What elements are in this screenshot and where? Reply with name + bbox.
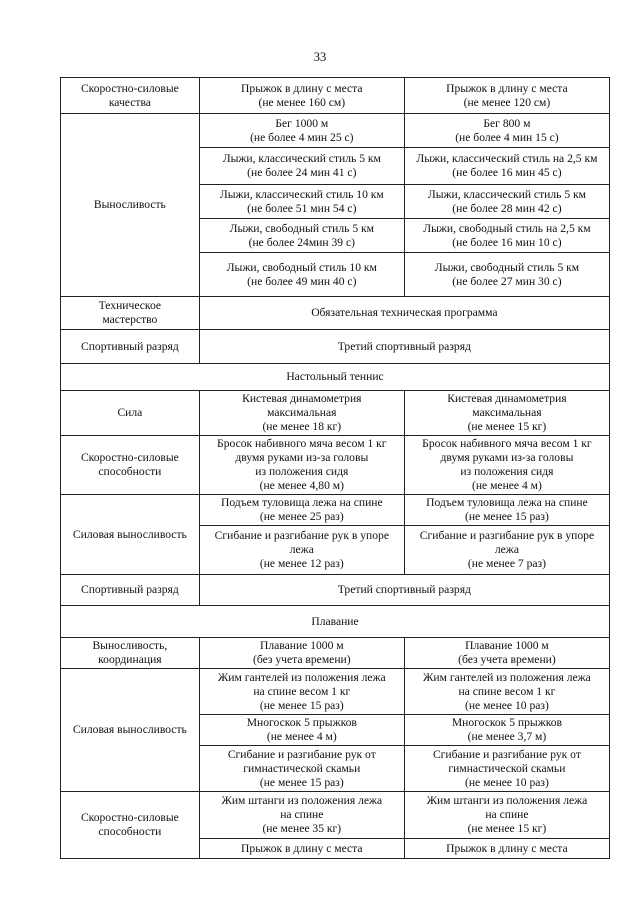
- table-row: [61, 575, 610, 606]
- norm-cell-male: Жим штанги из положения лежа на спине (не менее 35 кг): [199, 792, 404, 839]
- norm-cell-female: Прыжок в длину с места: [404, 839, 609, 859]
- norm-cell-female: Жим гантелей из положения лежа на спине весом 1 кг (не менее 10 раз): [404, 669, 609, 715]
- quality-cell: Скоростно-силовые способности: [61, 436, 200, 495]
- table-row: [61, 330, 610, 364]
- norm-cell-female: Сгибание и разгибание рук в упоре лежа (не менее 7 раз): [404, 526, 609, 575]
- norm-cell-female: Плавание 1000 м (без учета времени): [404, 638, 609, 669]
- norm-cell-male: Лыжи, свободный стиль 10 км (не более 49 мин 40 с): [199, 253, 404, 297]
- page-number: 33: [313, 50, 327, 64]
- quality-cell: Скоростно-силовые качества: [61, 78, 200, 114]
- quality-cell: Силовая выносливость: [61, 495, 200, 575]
- norm-cell-male: Лыжи, классический стиль 5 км (не более 24 мин 41 с): [199, 148, 404, 185]
- table-row: [61, 638, 610, 669]
- norm-cell-male: Прыжок в длину с места: [199, 839, 404, 859]
- norm-cell-male: Кистевая динамометрия максимальная (не менее 18 кг): [199, 391, 404, 436]
- norm-cell-male: Бег 1000 м (не более 4 мин 25 с): [199, 114, 404, 148]
- norm-cell-male: Прыжок в длину с места (не менее 160 см): [199, 78, 404, 114]
- norm-cell-male: Бросок набивного мяча весом 1 кг двумя руками из-за головы из положения сидя (не менее 4,80 м): [199, 436, 404, 495]
- merged-norm-cell: Обязательная техническая программа: [199, 297, 609, 330]
- section-header-row: [61, 606, 610, 638]
- norm-cell-female: Лыжи, свободный стиль 5 км (не более 27 мин 30 с): [404, 253, 609, 297]
- table-row: [61, 297, 610, 330]
- merged-norm-cell: Третий спортивный разряд: [199, 575, 609, 606]
- merged-norm-cell: Третий спортивный разряд: [199, 330, 609, 364]
- quality-cell: Силовая выносливость: [61, 669, 200, 792]
- norm-cell-female: Сгибание и разгибание рук от гимнастической скамьи (не менее 10 раз): [404, 746, 609, 792]
- norm-cell-female: Лыжи, классический стиль на 2,5 км (не более 16 мин 45 с): [404, 148, 609, 185]
- table-row: [61, 495, 610, 526]
- norm-cell-female: Жим штанги из положения лежа на спине (не менее 15 кг): [404, 792, 609, 839]
- norm-cell-female: Лыжи, классический стиль 5 км (не более 28 мин 42 с): [404, 185, 609, 219]
- norm-cell-male: Многоскок 5 прыжков (не менее 4 м): [199, 715, 404, 746]
- norm-cell-female: Прыжок в длину с места (не менее 120 см): [404, 78, 609, 114]
- norm-cell-male: Сгибание и разгибание рук в упоре лежа (не менее 12 раз): [199, 526, 404, 575]
- quality-cell: Выносливость: [61, 114, 200, 297]
- quality-cell: Скоростно-силовые способности: [61, 792, 200, 859]
- quality-cell: Выносливость, координация: [61, 638, 200, 669]
- norm-cell-male: Плавание 1000 м (без учета времени): [199, 638, 404, 669]
- norm-cell-female: Многоскок 5 прыжков (не менее 3,7 м): [404, 715, 609, 746]
- quality-cell: Сила: [61, 391, 200, 436]
- table-row: [61, 792, 610, 839]
- quality-cell: Техническое мастерство: [61, 297, 200, 330]
- norm-cell-male: Лыжи, свободный стиль 5 км (не более 24мин 39 с): [199, 219, 404, 253]
- norms-table: [60, 77, 610, 859]
- norm-cell-female: Подъем туловища лежа на спине (не менее 15 раз): [404, 495, 609, 526]
- table-row: [61, 78, 610, 114]
- section-title-swimming: Плавание: [61, 606, 610, 638]
- table-row: [61, 391, 610, 436]
- norm-cell-male: Сгибание и разгибание рук от гимнастической скамьи (не менее 15 раз): [199, 746, 404, 792]
- table-row: [61, 114, 610, 148]
- table-row: [61, 669, 610, 715]
- norm-cell-male: Жим гантелей из положения лежа на спине весом 1 кг (не менее 15 раз): [199, 669, 404, 715]
- norm-cell-male: Лыжи, классический стиль 10 км (не более 51 мин 54 с): [199, 185, 404, 219]
- norm-cell-female: Кистевая динамометрия максимальная (не менее 15 кг): [404, 391, 609, 436]
- section-header-row: [61, 364, 610, 391]
- quality-cell: Спортивный разряд: [61, 575, 200, 606]
- norm-cell-male: Подъем туловища лежа на спине (не менее 25 раз): [199, 495, 404, 526]
- quality-cell: Спортивный разряд: [61, 330, 200, 364]
- table-row: [61, 436, 610, 495]
- norm-cell-female: Лыжи, свободный стиль на 2,5 км (не более 16 мин 10 с): [404, 219, 609, 253]
- norm-cell-female: Бросок набивного мяча весом 1 кг двумя руками из-за головы из положения сидя (не менее 4 м): [404, 436, 609, 495]
- norm-cell-female: Бег 800 м (не более 4 мин 15 с): [404, 114, 609, 148]
- section-title-tennis: Настольный теннис: [61, 364, 610, 391]
